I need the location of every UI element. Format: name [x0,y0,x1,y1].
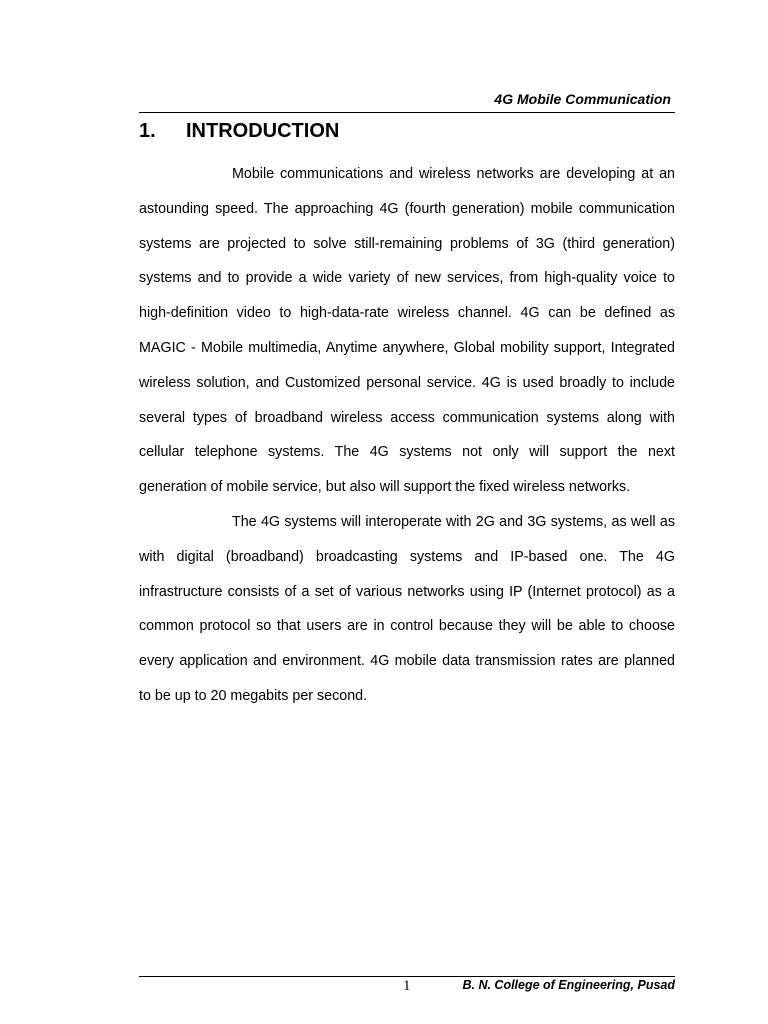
footer-college-name: B. N. College of Engineering, Pusad [462,978,675,992]
body-text [139,157,675,714]
section-heading [139,120,339,143]
header-rule [139,112,675,113]
paragraph-1: Mobile communications and wireless networks are developing at an astounding speed. The approaching 4G (fourth generation) mobile communication systems are projected to solve still-remaining problems of 3G (third generation) systems and to provide a wide variety of new services, from high-quality voice to high-definition video to high-data-rate wireless channel. 4G can be defined as MAGIC - Mobile multimedia, Anytime anywhere, Global mobility support, Integrated wireless solution, and Customized personal service. 4G is used broadly to include several types of broadband wireless access communication systems along with cellular telephone systems. The 4G systems not only will support the next generation of mobile service, but also will support the fixed wireless networks. [139,166,675,496]
page-number: 1 [403,978,411,994]
section-title: INTRODUCTION [186,120,340,142]
paragraph-2: The 4G systems will interoperate with 2G and 3G systems, as well as with digital (broadband) broadcasting systems and IP-based one. The 4G infrastructure consists of a set of various networks using IP (Internet protocol) as a common protocol so that users are in control because they will be able to choose every application and environment. 4G mobile data transmission rates are planned to be up to 20 megabits per second. [139,513,675,704]
running-header-title: 4G Mobile Communication [494,91,671,107]
section-number: 1. [139,120,156,142]
footer-rule [139,976,675,977]
